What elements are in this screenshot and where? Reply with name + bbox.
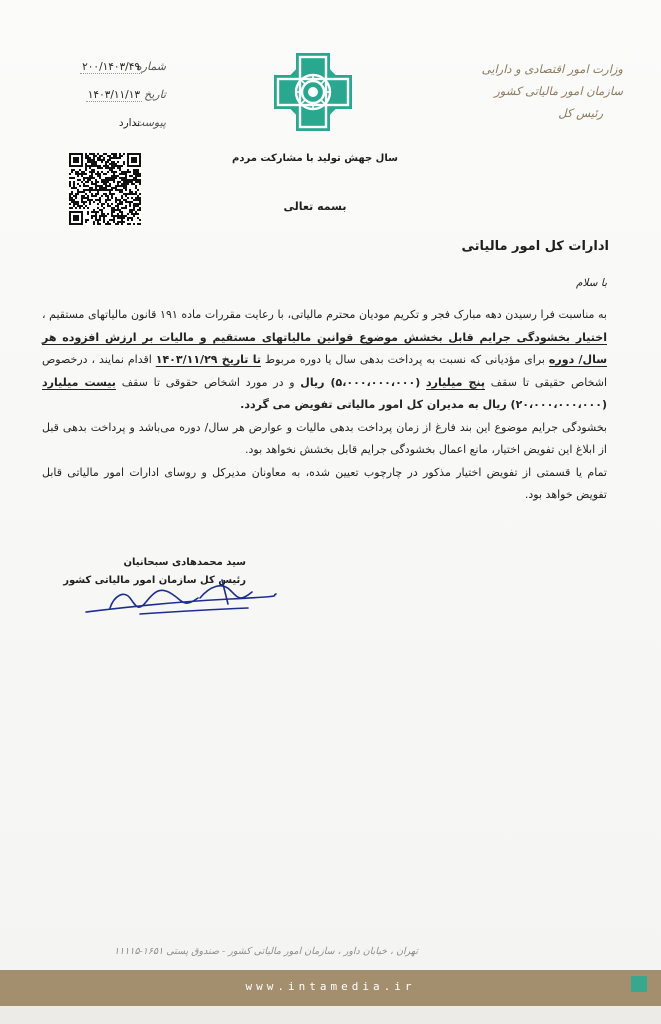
p1-five-billion-rial: (۵،۰۰۰،۰۰۰،۰۰۰) ریال: [300, 375, 421, 389]
ministry-line-3: رئیس کل: [558, 106, 603, 120]
signer-name: سید محمدهادی سبحانیان: [123, 557, 246, 568]
attachment-label: پیوست: [133, 116, 166, 129]
ministry-line-2: سازمان امور مالیاتی کشور: [494, 84, 623, 98]
number-value: ۲۰۰/۱۴۰۳/۴۹: [82, 61, 140, 73]
footer-square-icon: [631, 976, 647, 992]
p1-legal-entities: و در مورد اشخاص حقوقی تا سقف: [121, 375, 295, 389]
qr-code-icon: [69, 153, 141, 225]
p1-twenty-billion: بیست میلیارد: [42, 375, 116, 389]
footer-website: www.intamedia.ir: [245, 980, 416, 993]
meta-number-row: [58, 60, 166, 88]
recipient-heading: ادارات کل امور مالیاتی: [461, 239, 609, 254]
p1-twenty-billion-rial: (۲۰،۰۰۰،۰۰۰،۰۰۰) ریال به مدیران کل امور مالیاتی تفویض می گردد.: [240, 398, 607, 411]
ministry-header: [473, 58, 623, 124]
handwritten-signature-icon: [63, 568, 280, 620]
body-paragraph-3: تمام یا قسمتی از تفویض اختیار مذکور در چارچوب تعیین شده، به معاونان مدیرکل و روسای ادارات امور مالیاتی قابل تفویض خواهد بود.: [42, 465, 607, 501]
attachment-value: ندارد: [118, 117, 140, 129]
footer-address: تهران ، خیابان داور ، سازمان امور مالیاتی کشور - صندوق پستی ۱۶۵۱-۱۱۱۱۵: [114, 946, 418, 957]
ministry-line-1: وزارت امور اقتصادی و دارایی: [481, 62, 623, 76]
date-label: تاریخ: [144, 88, 166, 101]
basmala-heading: بسمه تعالی: [283, 200, 347, 213]
letter-meta: [58, 60, 166, 144]
p1-deadline: تا تاریخ ۱۴۰۳/۱۱/۲۹: [155, 353, 261, 366]
greeting: با سلام: [575, 277, 607, 289]
p1-authority: اختیار بخشودگی جرایم قابل بخشش موضوع قوانین مالیاتهای مستقیم و مالیات بر ارزش افزوده هر سال/ دوره: [42, 330, 608, 366]
letter-body: [42, 304, 607, 507]
body-paragraph-2: بخشودگی جرایم موضوع این بند فارغ از زمان پرداخت بدهی مالیات و عوارض هر سال/ دوره می‌باشد و پرداخت بدهی قبل از ابلاغ این تفویض اختیار، مانع اعمال بخشودگی جرایم قابل بخشش نخواهد بود.: [42, 420, 607, 456]
number-label: شماره: [135, 60, 166, 73]
meta-attachment-row: [58, 116, 166, 144]
tax-organization-logo-icon: [274, 53, 352, 131]
body-paragraph-1: [42, 304, 607, 417]
meta-date-row: [58, 88, 166, 116]
p1-five-billion: پنج میلیارد: [426, 375, 486, 389]
p1-condition: برای مؤدیانی که نسبت به پرداخت بدهی سال یا دوره مربوط: [264, 353, 545, 366]
date-value: ۱۴۰۳/۱۱/۱۳: [87, 89, 140, 101]
year-slogan: سال جهش تولید با مشارکت مردم: [232, 153, 398, 164]
p1-individuals: اقدام نمایند ، درخصوص اشخاص حقیقی تا سقف: [42, 353, 608, 389]
p1-intro: به مناسبت فرا رسیدن دهه مبارک فجر و تکریم مودیان محترم مالیاتی، با رعایت مقررات ماده ۱۹۱ قانون مالیاتهای مستقیم ،: [42, 308, 607, 321]
signer-title: رئیس کل سازمان امور مالیاتی کشور: [63, 575, 246, 586]
bottom-strip: [0, 1006, 661, 1024]
